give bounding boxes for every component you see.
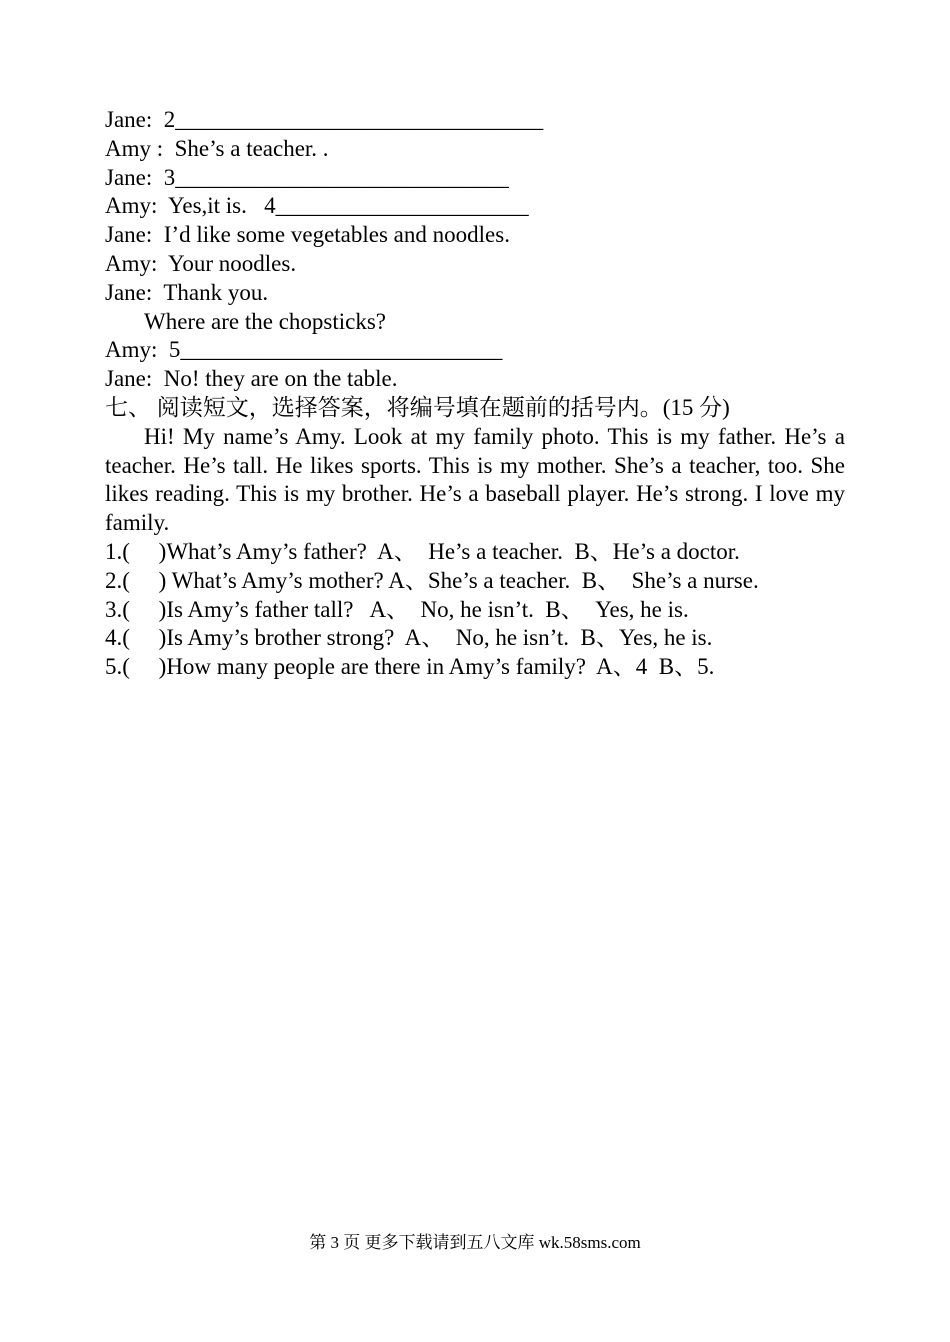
- question-item: 5.( )How many people are there in Amy’s family? A、4 B、5.: [105, 654, 715, 680]
- speaker: Jane:: [105, 279, 153, 305]
- dialogue-line: [105, 135, 845, 164]
- speaker: Jane:: [105, 366, 153, 392]
- dialogue-line: [105, 365, 845, 394]
- line-text: She’s a teacher. .: [174, 135, 329, 161]
- line-text: I’d like some vegetables and noodles.: [163, 222, 510, 248]
- dialogue-line: [105, 106, 845, 135]
- question-item: 2.( ) What’s Amy’s mother? A、She’s a teacher. B、 She’s a nurse.: [105, 567, 759, 593]
- line-text: 3_____________________________: [163, 164, 509, 190]
- question-list: [105, 538, 845, 682]
- question-item: 3.( )Is Amy’s father tall? A、 No, he isn’t. B、 Yes, he is.: [105, 596, 689, 622]
- page-footer: 第 3 页 更多下载请到五八文库 wk.58sms.com: [309, 1233, 641, 1252]
- worksheet-content: [105, 106, 845, 682]
- line-text: No! they are on the table.: [163, 366, 398, 392]
- question-item: 4.( )Is Amy’s brother strong? A、 No, he isn’t. B、Yes, he is.: [105, 625, 713, 651]
- dialogue: [105, 106, 845, 394]
- line-text: Your noodles.: [168, 250, 297, 276]
- line-text: Thank you.: [163, 279, 269, 305]
- line-text: 2________________________________: [163, 107, 544, 132]
- dialogue-line: [105, 336, 845, 365]
- speaker: Amy :: [105, 135, 164, 161]
- dialogue-line: [105, 308, 845, 337]
- dialogue-line: [105, 279, 845, 308]
- dialogue-line: [105, 221, 845, 250]
- speaker: Jane:: [105, 222, 153, 248]
- speaker: Jane:: [105, 164, 153, 190]
- reading-passage: Hi! My name’s Amy. Look at my family photo. This is my father. He’s a teacher. He’s tall. He likes sports. This is my mother. She’s a teacher, too. She likes reading. This is my brother. He’s a baseball player. He’s strong. I love my family.: [105, 423, 845, 536]
- speaker: Jane:: [105, 107, 153, 132]
- line-text: Yes,it is. 4______________________: [168, 193, 529, 219]
- dialogue-line: [105, 250, 845, 279]
- dialogue-line: [105, 164, 845, 193]
- speaker: Amy:: [105, 337, 158, 363]
- speaker: Amy:: [105, 193, 158, 219]
- line-text: Where are the chopsticks?: [144, 308, 387, 334]
- dialogue-line: [105, 192, 845, 221]
- section-heading: 七、 阅读短文，选择答案，将编号填在题前的括号内。(15 分): [105, 394, 730, 420]
- question-item: 1.( )What’s Amy’s father? A、 He’s a teacher. B、He’s a doctor.: [105, 538, 740, 564]
- line-text: 5____________________________: [168, 337, 503, 363]
- speaker: Amy:: [105, 250, 158, 276]
